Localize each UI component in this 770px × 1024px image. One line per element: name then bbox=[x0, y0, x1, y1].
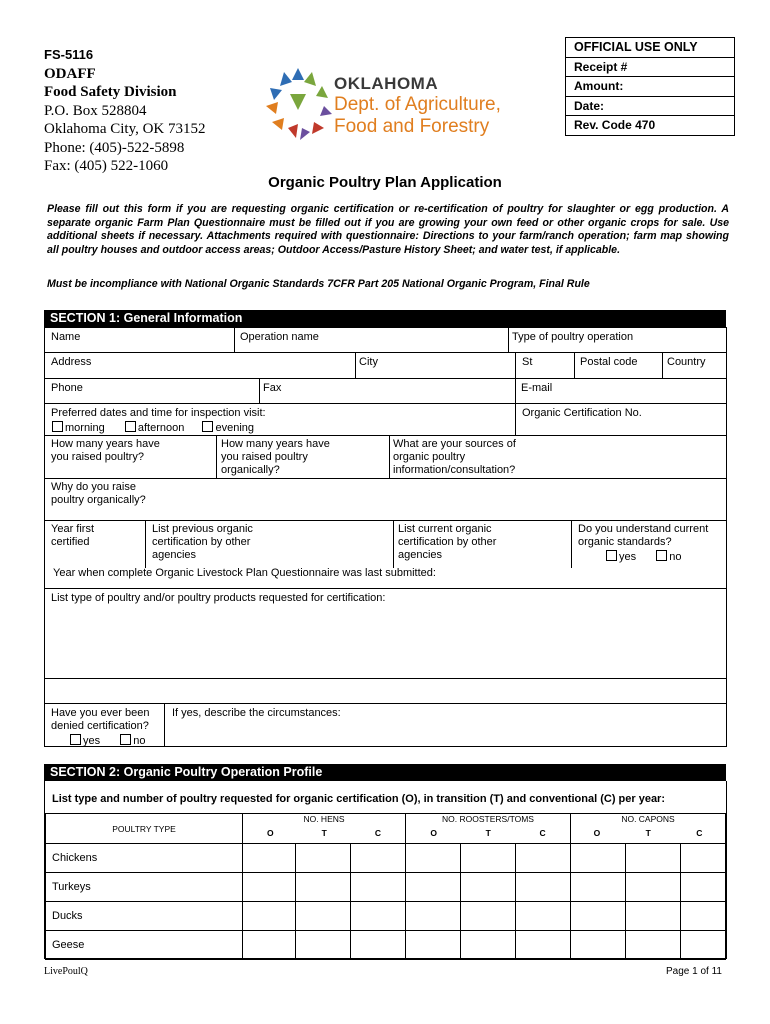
s1-vline bbox=[508, 327, 509, 353]
roosters-group-header bbox=[406, 814, 571, 844]
section2-instruction: List type and number of poultry requested for organic certification (O), in transition (T) and conventional (C) per year: bbox=[52, 793, 666, 805]
s1-hline-7 bbox=[44, 588, 727, 589]
s1-hline-3 bbox=[44, 403, 727, 404]
count-cell[interactable] bbox=[571, 844, 626, 873]
s1-hline-2 bbox=[44, 378, 727, 379]
logo-state: OKLAHOMA bbox=[334, 74, 439, 93]
count-cell[interactable] bbox=[296, 873, 351, 902]
count-cell[interactable] bbox=[626, 902, 681, 931]
denied-options bbox=[70, 734, 146, 748]
hens-t: T bbox=[321, 828, 327, 838]
count-cell[interactable] bbox=[406, 902, 461, 931]
s1-hline-5 bbox=[44, 478, 727, 479]
count-cell[interactable] bbox=[681, 844, 726, 873]
count-cell[interactable] bbox=[681, 902, 726, 931]
s1-vline bbox=[164, 703, 165, 746]
poultry-count-table bbox=[45, 813, 726, 960]
po-box: P.O. Box 528804 bbox=[44, 102, 147, 119]
count-cell[interactable] bbox=[681, 873, 726, 902]
count-cell[interactable] bbox=[516, 902, 571, 931]
s1-vline bbox=[145, 520, 146, 568]
list-products-label: List type of poultry and/or poultry products requested for certification: bbox=[51, 592, 386, 604]
hens-o: O bbox=[267, 828, 274, 838]
years-organic-label: How many years have you raised poultry organically? bbox=[221, 438, 330, 476]
understand-no-label: no bbox=[669, 551, 682, 563]
current-certification-label: List current organic certification by other agencies bbox=[398, 523, 497, 561]
capons-o: O bbox=[593, 828, 601, 838]
denied-no-label: no bbox=[133, 735, 146, 747]
phone-label: Phone bbox=[51, 382, 83, 394]
count-cell[interactable] bbox=[461, 931, 516, 960]
s1-hline-4 bbox=[44, 435, 727, 436]
questionnaire-year-label: Year when complete Organic Livestock Plan Questionnaire was last submitted: bbox=[53, 567, 436, 579]
email-label: E-mail bbox=[521, 382, 553, 394]
hens-group-header bbox=[243, 814, 406, 844]
rev-code-field: Rev. Code 470 bbox=[566, 115, 734, 135]
phone-line: Phone: (405)-522-5898 bbox=[44, 139, 185, 156]
logo-text bbox=[334, 74, 501, 138]
roosters-c: C bbox=[539, 828, 546, 838]
count-cell[interactable] bbox=[243, 844, 296, 873]
count-cell[interactable] bbox=[461, 873, 516, 902]
amount-field: Amount: bbox=[566, 76, 734, 96]
count-cell[interactable] bbox=[351, 873, 406, 902]
count-cell[interactable] bbox=[296, 931, 351, 960]
receipt-field: Receipt # bbox=[566, 57, 734, 77]
form-code: FS-5116 bbox=[44, 47, 94, 62]
s1-vline bbox=[355, 352, 356, 378]
count-cell[interactable] bbox=[571, 902, 626, 931]
count-cell[interactable] bbox=[406, 844, 461, 873]
count-cell[interactable] bbox=[406, 931, 461, 960]
page-title: Organic Poultry Plan Application bbox=[268, 174, 502, 191]
compliance-text: Must be incompliance with National Organic Standards 7CFR Part 205 National Organic Program, Final Rule bbox=[47, 278, 590, 290]
morning-checkbox[interactable] bbox=[52, 421, 63, 432]
s1-vline bbox=[259, 378, 260, 403]
count-cell[interactable] bbox=[626, 931, 681, 960]
why-organic-label: Why do you raise poultry organically? bbox=[51, 481, 146, 506]
poultry-row-label: Chickens bbox=[46, 844, 243, 873]
s1-vline bbox=[389, 435, 390, 478]
years-raised-label: How many years have you raised poultry? bbox=[51, 438, 160, 463]
fax-line: Fax: (405) 522-1060 bbox=[44, 158, 169, 174]
denied-yes-label: yes bbox=[83, 735, 101, 747]
morning-label: morning bbox=[65, 422, 105, 434]
roosters-header-text: NO. ROOSTERS/TOMS bbox=[442, 814, 534, 824]
evening-checkbox[interactable] bbox=[202, 421, 213, 432]
afternoon-checkbox[interactable] bbox=[125, 421, 136, 432]
city-label: City bbox=[359, 356, 378, 368]
s1-vline bbox=[515, 352, 516, 378]
poultry-type-header-text: POULTRY TYPE bbox=[112, 823, 176, 834]
count-cell[interactable] bbox=[243, 931, 296, 960]
understand-yes-checkbox[interactable] bbox=[606, 550, 617, 561]
hens-header-text: NO. HENS bbox=[303, 814, 345, 824]
operation-type-label: Type of poultry operation bbox=[512, 331, 634, 343]
roosters-o: O bbox=[430, 828, 437, 838]
s1-hline-6 bbox=[44, 520, 727, 521]
s1-vline bbox=[662, 352, 663, 378]
s1-vline bbox=[393, 520, 394, 568]
count-cell[interactable] bbox=[243, 902, 296, 931]
oklahoma-star-logo-icon bbox=[262, 66, 334, 142]
count-cell[interactable] bbox=[626, 844, 681, 873]
inspection-time-options bbox=[52, 421, 254, 435]
previous-certification-label: List previous organic certification by other agencies bbox=[152, 523, 253, 561]
understand-options bbox=[606, 550, 682, 564]
count-cell[interactable] bbox=[406, 873, 461, 902]
capons-t: T bbox=[645, 828, 651, 838]
count-cell[interactable] bbox=[243, 873, 296, 902]
s1-hline-1 bbox=[44, 352, 727, 353]
denied-no-checkbox[interactable] bbox=[120, 734, 131, 745]
poultry-row-label: Ducks bbox=[46, 902, 243, 931]
postal-code-label: Postal code bbox=[580, 356, 638, 368]
footer-form-code: LivePoulQ bbox=[44, 966, 88, 977]
poultry-row-label: Geese bbox=[46, 931, 243, 960]
count-cell[interactable] bbox=[571, 931, 626, 960]
understand-yes-label: yes bbox=[619, 551, 637, 563]
hens-c: C bbox=[374, 828, 381, 838]
intro-text: Please fill out this form if you are requesting organic certification or re-certification of poultry for slaughter or egg production. A separate organic Farm Plan Questionnaire must be filled out if you are growing your own feed or other organic crops for sale. Use additional sheets if necessary. Attachments required with questionnaire: Directions to your farm/ranch operation; farm map showing all poultry houses and outdoor access areas; Outdoor Access/Pasture History Sheet; and water test, if applicable. bbox=[47, 203, 729, 256]
count-cell[interactable] bbox=[461, 844, 516, 873]
count-cell[interactable] bbox=[516, 844, 571, 873]
info-sources-label: What are your sources of organic poultry information/consultation? bbox=[393, 438, 516, 476]
s1-vline bbox=[216, 435, 217, 478]
section2-heading: SECTION 2: Organic Poultry Operation Profile bbox=[44, 764, 726, 781]
describe-circumstances-label: If yes, describe the circumstances: bbox=[172, 707, 341, 719]
name-label: Name bbox=[51, 331, 81, 343]
year-first-certified-label: Year first certified bbox=[51, 523, 95, 548]
count-cell[interactable] bbox=[571, 873, 626, 902]
count-cell[interactable] bbox=[626, 873, 681, 902]
official-use-title: OFFICIAL USE ONLY bbox=[574, 40, 698, 54]
capons-group-header bbox=[571, 814, 726, 844]
date-field: Date: bbox=[566, 96, 734, 116]
count-cell[interactable] bbox=[351, 902, 406, 931]
s1-hline-8 bbox=[44, 703, 727, 704]
count-cell[interactable] bbox=[516, 873, 571, 902]
understand-standards-label: Do you understand current organic standards? bbox=[578, 523, 709, 548]
s1-vline bbox=[574, 352, 575, 378]
inspection-label: Preferred dates and time for inspection visit: bbox=[51, 407, 266, 419]
count-cell[interactable] bbox=[351, 844, 406, 873]
country-label: Country bbox=[667, 356, 706, 368]
s1-vline bbox=[234, 327, 235, 353]
state-label: St bbox=[522, 356, 533, 368]
s1-vline bbox=[515, 378, 516, 435]
page-number: Page 1 of 11 bbox=[666, 966, 722, 977]
logo-line2: Food and Forestry bbox=[334, 116, 490, 137]
count-cell[interactable] bbox=[681, 931, 726, 960]
understand-no-checkbox[interactable] bbox=[656, 550, 667, 561]
afternoon-label: afternoon bbox=[137, 422, 185, 434]
logo-line1: Dept. of Agriculture, bbox=[334, 94, 501, 115]
city-state: Oklahoma City, OK 73152 bbox=[44, 121, 206, 137]
poultry-type-header bbox=[46, 814, 243, 844]
roosters-t: T bbox=[485, 828, 491, 838]
poultry-row-label: Turkeys bbox=[46, 873, 243, 902]
count-cell[interactable] bbox=[461, 902, 516, 931]
denied-yes-checkbox[interactable] bbox=[70, 734, 81, 745]
operation-name-label: Operation name bbox=[240, 331, 319, 343]
denied-certification-label: Have you ever been denied certification? bbox=[51, 707, 150, 732]
agency-address-block bbox=[44, 46, 206, 176]
capons-header-text: NO. CAPONS bbox=[621, 814, 675, 824]
address-label: Address bbox=[51, 356, 92, 368]
certification-number-label: Organic Certification No. bbox=[522, 407, 642, 419]
s1-hline-9 bbox=[44, 678, 727, 679]
s1-vline bbox=[571, 520, 572, 568]
agency-name: ODAFF bbox=[44, 65, 96, 82]
section1-heading: SECTION 1: General Information bbox=[44, 310, 726, 327]
count-cell[interactable] bbox=[296, 844, 351, 873]
fax-label: Fax bbox=[263, 382, 282, 394]
evening-label: evening bbox=[215, 422, 255, 434]
capons-c: C bbox=[696, 828, 703, 838]
count-cell[interactable] bbox=[516, 931, 571, 960]
count-cell[interactable] bbox=[296, 902, 351, 931]
count-cell[interactable] bbox=[351, 931, 406, 960]
division-name: Food Safety Division bbox=[44, 84, 177, 100]
official-use-box bbox=[565, 37, 735, 136]
